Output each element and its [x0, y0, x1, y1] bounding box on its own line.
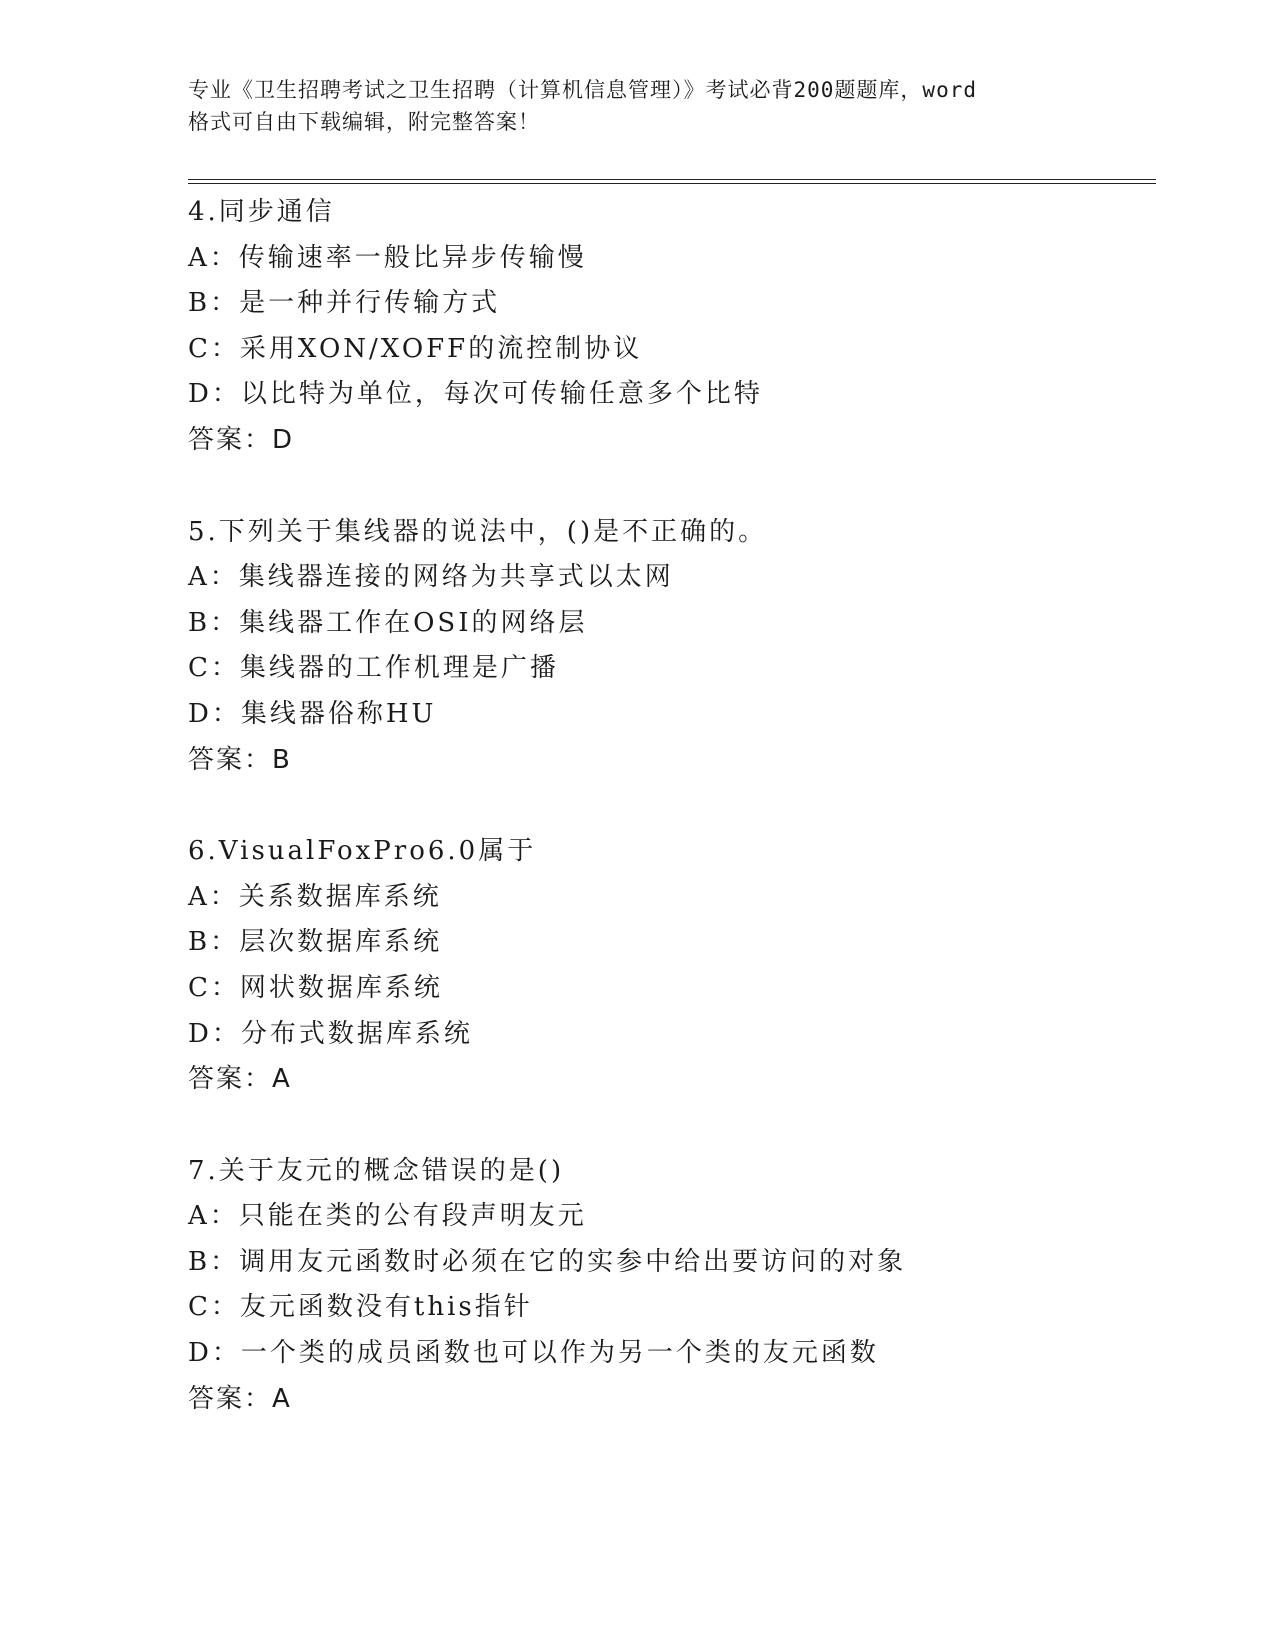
answer-label: 答案：D [188, 424, 295, 455]
question-6 [188, 829, 1148, 1103]
option-a: A：传输速率一般比异步传输慢 [188, 242, 587, 273]
header-intro-line-1: 专业《卫生招聘考试之卫生招聘（计算机信息管理）》考试必背200题题库，word [188, 78, 977, 102]
question-5 [188, 510, 1148, 784]
option-b: B：层次数据库系统 [188, 927, 443, 958]
question-7 [188, 1149, 1148, 1423]
header-divider-bottom [188, 183, 1156, 184]
answer-label: 答案：A [188, 1064, 292, 1095]
option-b: B：是一种并行传输方式 [188, 288, 501, 319]
option-a: A：只能在类的公有段声明友元 [188, 1201, 587, 1232]
header-intro-line-2: 格式可自由下载编辑，附完整答案！ [188, 110, 540, 134]
option-d: D：一个类的成员函数也可以作为另一个类的友元函数 [188, 1338, 879, 1369]
answer-label: 答案：A [188, 1383, 292, 1414]
header-divider-top [188, 179, 1156, 180]
option-b: B：调用友元函数时必须在它的实参中给出要访问的对象 [188, 1246, 907, 1277]
option-c: C：集线器的工作机理是广播 [188, 653, 559, 684]
question-title: 4.同步通信 [188, 197, 335, 227]
question-title: 6.VisualFoxPro6.0属于 [188, 836, 537, 867]
option-a: A：集线器连接的网络为共享式以太网 [188, 562, 674, 593]
option-d: D：以比特为单位，每次可传输任意多个比特 [188, 379, 763, 410]
question-list [188, 190, 1148, 1468]
document-header [188, 74, 1088, 138]
option-a: A：关系数据库系统 [188, 881, 442, 912]
option-d: D：集线器俗称HU [188, 698, 437, 729]
question-title: 5.下列关于集线器的说法中，()是不正确的。 [188, 516, 768, 547]
option-b: B：集线器工作在OSI的网络层 [188, 607, 588, 638]
answer-label: 答案：B [188, 744, 292, 775]
question-4 [188, 190, 1148, 464]
question-title: 7.关于友元的概念错误的是() [188, 1155, 565, 1186]
option-d: D：分布式数据库系统 [188, 1018, 473, 1049]
option-c: C：友元函数没有this指针 [188, 1292, 533, 1323]
option-c: C：网状数据库系统 [188, 972, 443, 1003]
option-c: C：采用XON/XOFF的流控制协议 [188, 333, 643, 364]
